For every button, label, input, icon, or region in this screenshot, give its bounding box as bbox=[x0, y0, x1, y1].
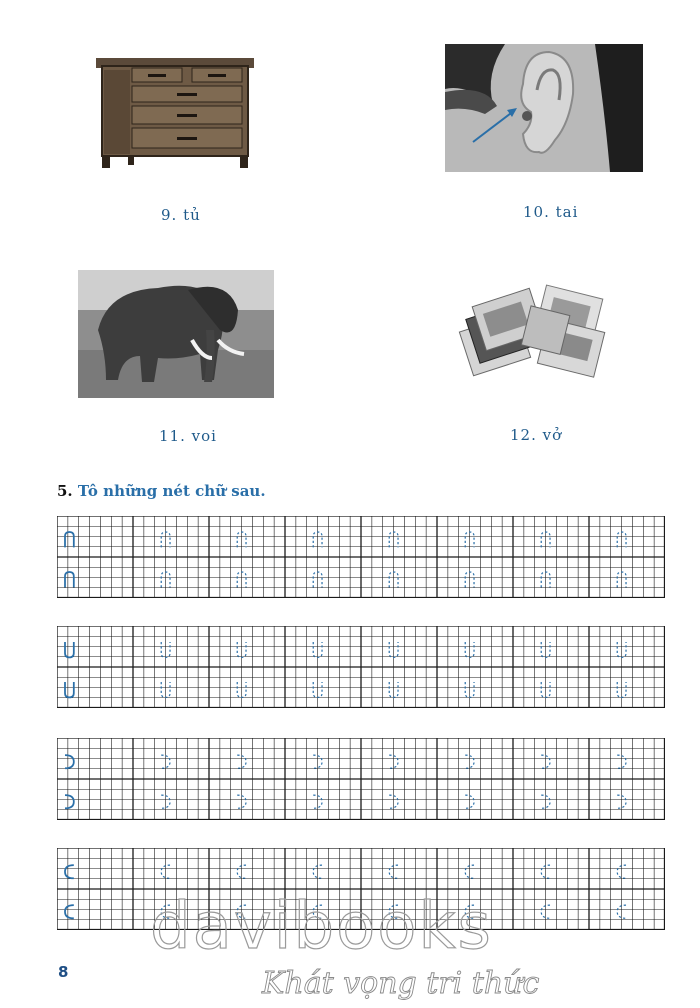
practice-grid-1[interactable] bbox=[57, 516, 665, 598]
stroke-model bbox=[65, 682, 74, 697]
elephant-photo bbox=[78, 270, 274, 398]
item-12-label: 12. vở bbox=[510, 426, 563, 444]
ear-photo bbox=[445, 44, 643, 172]
exercise-title: Tô những nét chữ sau. bbox=[77, 482, 266, 500]
exercise-number: 5. bbox=[57, 482, 73, 500]
practice-grid-3[interactable] bbox=[57, 738, 665, 820]
stroke-model bbox=[65, 642, 74, 657]
item-10-label: 10. tai bbox=[523, 203, 579, 221]
stroke-model bbox=[65, 755, 74, 768]
dresser-photo bbox=[92, 52, 262, 172]
item-11-label: 11. voi bbox=[159, 427, 217, 445]
practice-grid-2[interactable] bbox=[57, 626, 665, 708]
watermark-brand: davibooks bbox=[150, 890, 493, 964]
stroke-model bbox=[65, 532, 74, 547]
notebooks-photo bbox=[455, 275, 615, 385]
exercise-heading bbox=[57, 482, 266, 500]
stroke-model bbox=[65, 795, 74, 808]
item-9-label: 9. tủ bbox=[161, 206, 201, 224]
stroke-model bbox=[65, 905, 74, 918]
stroke-model bbox=[65, 865, 74, 878]
page-number: 8 bbox=[58, 963, 69, 981]
watermark-slogan: Khát vọng tri thức bbox=[262, 966, 540, 1001]
stroke-model bbox=[65, 572, 74, 587]
